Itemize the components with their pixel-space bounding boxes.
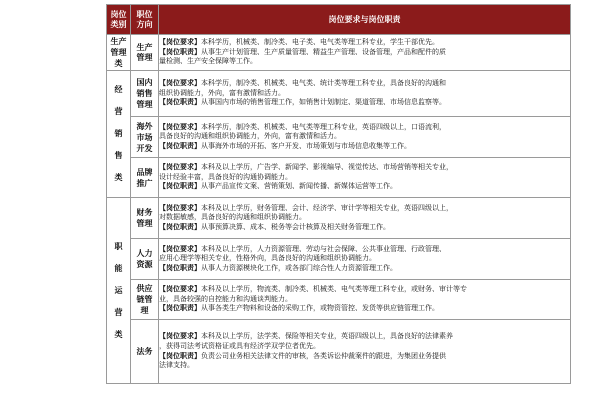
requirement-line <box>159 38 570 48</box>
requirement-line <box>159 332 570 342</box>
line-text: 本科及以上学历，法学类、保险等相关专业，英语四级以上，具备良好的法律素养 <box>201 332 453 341</box>
requirement-line <box>159 245 570 255</box>
header-direction: 职位方向 <box>131 5 159 35</box>
line-text: 应用心理学等相关专业，性格外向，具备良好的沟通和组织协调能力。 <box>159 254 376 263</box>
direction-label: 法务 <box>136 347 153 356</box>
table-row <box>107 280 571 320</box>
line-text: 从事产品宣传文案、营销策划、新闻传播、新媒体运营等工作。 <box>201 182 397 191</box>
duty-label: 【岗位职责】 <box>159 222 201 231</box>
table-row <box>107 320 571 384</box>
requirement-line <box>159 132 570 142</box>
line-text: 从事各类生产物料和设备的采购工作，或物资管控、发货等供应链管理工作。 <box>201 304 439 313</box>
line-text: 组织协调能力，外向，富有激情和活力。 <box>159 88 285 97</box>
line-text: 本科学历，制冷类、机械类、电气类等理工科专业，英语四级以上，口语流利， <box>201 122 446 131</box>
line-text: 设计经验丰富，具备良好的沟通协调能力。 <box>159 172 292 181</box>
requirement-line <box>159 123 570 133</box>
table-header-row <box>107 5 571 35</box>
direction-cell <box>131 71 159 117</box>
line-text: 从事预算决算、成本、税务等会计核算及相关财务管理工作。 <box>201 222 390 231</box>
requirement-line <box>159 213 570 223</box>
requirement-cell <box>159 280 571 320</box>
requirement-label: 【岗位要求】 <box>159 332 201 341</box>
requirement-label: 【岗位要求】 <box>159 122 201 131</box>
requirement-label: 【岗位要求】 <box>159 79 201 88</box>
requirement-line <box>159 285 570 295</box>
requirement-line <box>159 79 570 89</box>
duty-label: 【岗位职责】 <box>159 47 201 56</box>
line-text: 具备良好的沟通和组织协调能力，外向，富有激情和活力。 <box>159 132 341 141</box>
duty-label: 【岗位职责】 <box>159 304 201 313</box>
line-text: 本科学历，制冷类、机械类、电气类、统计类等理工科专业，具备良好的沟通和 <box>201 79 446 88</box>
requirement-label: 【岗位要求】 <box>159 285 201 294</box>
direction-cell <box>131 35 159 71</box>
direction-cell <box>131 117 159 158</box>
duty-line <box>159 264 570 274</box>
requirement-cell <box>159 158 571 198</box>
category-label: 职能运营类 <box>114 241 123 339</box>
category-label: 经营销售类 <box>114 85 123 182</box>
line-text: 业，具备较强的自控能力和沟通谈判能力。 <box>159 294 292 303</box>
requirement-line <box>159 173 570 183</box>
header-content: 岗位要求与岗位职责 <box>159 5 571 35</box>
direction-label: 国内销售管理 <box>136 78 153 109</box>
requirement-cell <box>159 71 571 117</box>
requirement-cell <box>159 320 571 384</box>
duty-label: 【岗位职责】 <box>159 182 201 191</box>
duty-line <box>159 57 570 67</box>
category-cell <box>107 71 131 198</box>
requirement-cell <box>159 35 571 71</box>
duty-label: 【岗位职责】 <box>159 263 201 272</box>
table-body <box>107 35 571 384</box>
requirement-line <box>159 295 570 305</box>
job-table <box>106 4 571 384</box>
duty-line <box>159 304 570 314</box>
requirement-cell <box>159 239 571 280</box>
direction-label: 生产管理 <box>136 42 153 62</box>
requirement-line <box>159 89 570 99</box>
line-text: 从事人力资源模块化工作，或各部门综合性人力资源管理工作。 <box>201 263 397 272</box>
line-text: 法律支持。 <box>159 361 194 370</box>
table-row <box>107 239 571 280</box>
line-text: 本科学历，机械类、制冷类、电子类、电气类等理工科专业，学生干部优先。 <box>201 38 439 47</box>
requirement-label: 【岗位要求】 <box>159 203 201 212</box>
category-cell <box>107 35 131 71</box>
line-text: 从事生产计划管理、生产质量管理、精益生产管理、设备管理，产品和配件的质 <box>201 47 446 56</box>
duty-line <box>159 142 570 152</box>
requirement-line <box>159 163 570 173</box>
direction-label: 海外市场开发 <box>136 121 153 153</box>
duty-label: 【岗位职责】 <box>159 141 201 150</box>
line-text: ，获得司法考试资格证或具有经济学双学位者优先。 <box>159 341 320 350</box>
direction-cell <box>131 280 159 320</box>
requirement-cell <box>159 117 571 158</box>
table-row <box>107 35 571 71</box>
duty-line <box>159 98 570 108</box>
line-text: 本科及以上学历，物流类、制冷类、机械类、电气类等理工科专业，或财务、审计等专 <box>201 285 467 294</box>
duty-label: 【岗位职责】 <box>159 351 201 360</box>
direction-cell <box>131 158 159 198</box>
line-text: 本科及以上学历，人力资源管理、劳动与社会保障、公共事业管理、行政管理、 <box>201 244 446 253</box>
duty-line <box>159 182 570 192</box>
duty-line <box>159 48 570 58</box>
requirement-cell <box>159 198 571 239</box>
category-label: 生产管理类 <box>110 37 127 68</box>
requirement-line <box>159 342 570 352</box>
direction-label: 人力资源 <box>136 249 153 269</box>
requirement-label: 【岗位要求】 <box>159 163 201 172</box>
requirement-line <box>159 204 570 214</box>
line-text: 本科及以上学历，广告学、新闻学、影视编导、视觉传达、市场营销等相关专业， <box>201 163 453 172</box>
direction-label: 供应链管理 <box>136 284 153 315</box>
duty-label: 【岗位职责】 <box>159 98 201 107</box>
requirement-line <box>159 254 570 264</box>
requirement-label: 【岗位要求】 <box>159 244 201 253</box>
line-text: 负责公司业务相关法律文件的审核，各类诉讼仲裁案件的跟进，为集团业务提供 <box>201 351 446 360</box>
header-category: 岗位类别 <box>107 5 131 35</box>
line-text: 量检测、生产安全保障等工作。 <box>159 57 257 66</box>
line-text: 从事国内市场的销售管理工作，如销售计划制定、渠道管理、市场信息监察等。 <box>201 98 446 107</box>
table-row <box>107 117 571 158</box>
table-row <box>107 198 571 239</box>
direction-label: 品牌推广 <box>136 167 153 188</box>
duty-line <box>159 361 570 371</box>
direction-label: 财务管理 <box>136 208 153 228</box>
line-text: 对数据敏感，具备良好的沟通和组织协调能力。 <box>159 213 306 222</box>
duty-line <box>159 352 570 362</box>
duty-line <box>159 223 570 233</box>
requirement-label: 【岗位要求】 <box>159 38 201 47</box>
direction-cell <box>131 198 159 239</box>
line-text: 从事海外市场的开拓、客户开发、市场策划与市场信息收集等工作。 <box>201 141 411 150</box>
category-cell <box>107 198 131 384</box>
direction-cell <box>131 239 159 280</box>
table-row <box>107 158 571 198</box>
direction-cell <box>131 320 159 384</box>
table-row <box>107 71 571 117</box>
line-text: 本科及以上学历，财务管理、会计、经济学、审计学等相关专业，英语四级以上， <box>201 203 453 212</box>
